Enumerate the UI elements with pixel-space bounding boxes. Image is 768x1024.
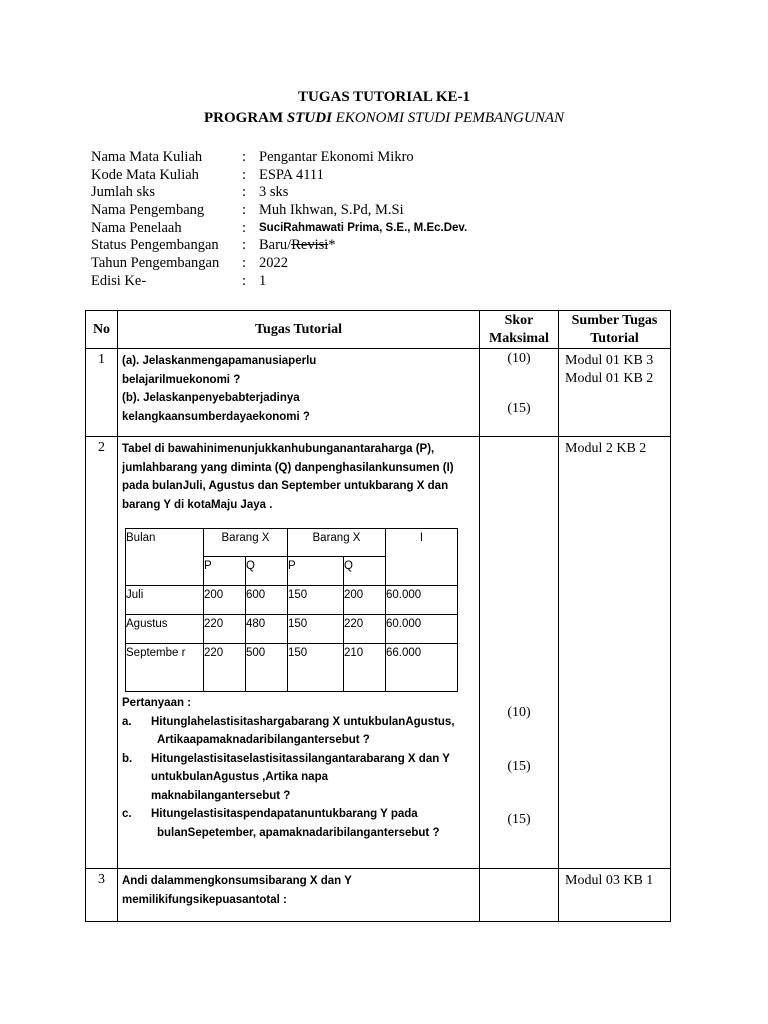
table-row — [86, 349, 671, 437]
score-value: (10) — [507, 705, 531, 720]
status-asterisk: * — [328, 237, 336, 254]
cell-i: 60.000 — [386, 586, 458, 615]
cell-i: 60.000 — [386, 615, 458, 644]
row-number: 2 — [86, 437, 118, 869]
score-value: (15) — [507, 812, 531, 827]
info-colon: : — [242, 255, 247, 272]
question-text: belajarilmuekonomi ? — [122, 373, 241, 386]
source-text: Modul 01 KB 2 — [565, 371, 654, 386]
inner-header-p: P — [204, 557, 246, 586]
info-label: Kode Mata Kuliah — [91, 166, 199, 183]
question-text: untukbulanAgustus ,Artika napa — [151, 771, 328, 783]
inner-header-q: Q — [344, 557, 386, 586]
info-row — [91, 167, 467, 185]
inner-header-bulan: Bulan — [126, 529, 204, 586]
source-text: Modul 2 KB 2 — [565, 441, 647, 456]
header-tugas: Tugas Tutorial — [118, 311, 480, 349]
cell-bulan: Septembe r — [126, 644, 204, 692]
info-row — [91, 220, 467, 238]
cell-bulan: Juli — [126, 586, 204, 615]
header-skor: Skor Maksimal — [480, 311, 559, 349]
cell-py: 150 — [288, 644, 344, 692]
score-cell — [480, 349, 559, 437]
question-text: memilikifungsikepuasantotal : — [122, 893, 287, 906]
question-text: bulanSepetember, apamaknadaribilangantersebut ? — [157, 826, 440, 839]
score-cell — [480, 437, 559, 869]
source-text: Modul 03 KB 1 — [565, 873, 654, 888]
inner-header-p: P — [288, 557, 344, 586]
table-header-row — [86, 311, 671, 349]
cell-py: 150 — [288, 586, 344, 615]
info-value: 1 — [259, 272, 267, 289]
info-row — [91, 149, 467, 167]
question-list — [122, 713, 475, 843]
cell-qx: 500 — [246, 644, 288, 692]
info-value: 3 sks — [259, 184, 289, 201]
info-colon: : — [242, 202, 247, 219]
row-number: 1 — [86, 349, 118, 437]
info-row — [91, 273, 467, 291]
info-value: 2022 — [259, 255, 288, 272]
question-text: (a). Jelaskanmengapamanusiaperlu — [122, 355, 317, 367]
info-colon: : — [242, 237, 247, 254]
inner-row — [126, 644, 458, 692]
pertanyaan-label: Pertanyaan : — [122, 697, 192, 709]
table-row — [86, 437, 671, 869]
info-colon: : — [242, 184, 247, 201]
info-value — [259, 237, 336, 255]
program-title — [0, 110, 768, 127]
inner-header-i: I — [386, 529, 458, 586]
score-value: (15) — [507, 401, 531, 416]
question-text: maknabilangantersebut ? — [151, 789, 291, 802]
header-sumber: Sumber Tugas Tutorial — [559, 311, 671, 349]
cell-px: 200 — [204, 586, 246, 615]
info-colon: : — [242, 272, 247, 289]
header-no: No — [86, 311, 118, 349]
inner-row — [126, 615, 458, 644]
score-cell — [480, 869, 559, 922]
info-colon: : — [242, 219, 247, 236]
question-text: Hitungelastisitaselastisitassilangantarabarang X dan Y — [151, 752, 450, 765]
info-value: ESPA 4111 — [259, 166, 324, 183]
question-text: Hitunglahelastisitashargabarang X untukbulanAgustus, — [151, 715, 455, 728]
cell-py: 150 — [288, 615, 344, 644]
program-name: EKONOMI STUDI PEMBANGUNAN — [331, 110, 564, 126]
info-row — [91, 202, 467, 220]
question-text: Artikaapamaknadaribilangantersebut ? — [157, 734, 370, 746]
cell-qx: 600 — [246, 586, 288, 615]
info-label: Status Pengembangan — [91, 237, 219, 254]
cell-qx: 480 — [246, 615, 288, 644]
cell-px: 220 — [204, 644, 246, 692]
source-cell — [559, 349, 671, 437]
status-revisi: Revisi — [291, 237, 329, 254]
cell-px: 220 — [204, 615, 246, 644]
status-baru: Baru/ — [259, 237, 292, 254]
inner-header-row — [126, 529, 458, 557]
inner-row — [126, 586, 458, 615]
question-text: Hitungelastisitaspendapatanuntukbarang Y pada — [151, 808, 418, 820]
question-item — [122, 750, 475, 806]
document-title: TUGAS TUTORIAL KE-1 — [298, 89, 470, 105]
inner-header-q: Q — [246, 557, 288, 586]
info-label: Nama Mata Kuliah — [91, 149, 203, 165]
cell-bulan: Agustus — [126, 615, 204, 644]
info-row — [91, 237, 467, 255]
cell-i: 66.000 — [386, 644, 458, 692]
info-label: Nama Pengembang — [91, 202, 205, 219]
question-intro: Tabel di bawahinimenunjukkanhubunganantaraharga (P), jumlahbarang yang diminta (Q) danpenghasilankunsumen (I) pada bulanJuli, Agustus dan September untukbarang X dan barang Y di kotaMaju Jaya . — [122, 443, 454, 511]
cell-qy: 210 — [344, 644, 386, 692]
cell-qy: 220 — [344, 615, 386, 644]
info-value: Muh Ikhwan, S.Pd, M.Si — [259, 202, 404, 219]
inner-header-barang-y: Barang X — [288, 529, 386, 557]
inner-header-barang-x: Barang X — [204, 529, 288, 557]
program-label: PROGRAM — [204, 110, 287, 126]
tugas-table — [85, 310, 671, 922]
question-marker: b. — [122, 752, 133, 765]
info-value: Pengantar Ekonomi Mikro — [259, 149, 414, 165]
question-marker: a. — [122, 715, 132, 728]
table-row — [86, 869, 671, 922]
price-quantity-table — [125, 528, 458, 692]
studi-label: STUDI — [286, 110, 332, 126]
info-colon: : — [242, 166, 247, 183]
task-cell — [118, 349, 480, 437]
question-text: Andi dalammengkonsumsibarang X dan Y — [122, 875, 352, 887]
info-label: Tahun Pengembangan — [91, 255, 220, 272]
task-cell — [118, 437, 480, 869]
course-info — [91, 149, 467, 291]
info-value: SuciRahmawati Prima, S.E., M.Ec.Dev. — [259, 221, 468, 234]
info-label: Edisi Ke- — [91, 272, 147, 289]
info-colon: : — [242, 149, 247, 165]
task-cell — [118, 869, 480, 922]
info-label: Nama Penelaah — [91, 219, 182, 236]
score-value: (10) — [507, 351, 531, 366]
score-value: (15) — [507, 759, 531, 774]
question-item — [122, 713, 475, 750]
question-item — [122, 805, 475, 842]
source-text: Modul 01 KB 3 — [565, 353, 654, 368]
source-cell — [559, 869, 671, 922]
question-text: kelangkaansumberdayaekonomi ? — [122, 410, 310, 423]
source-cell — [559, 437, 671, 869]
info-row — [91, 184, 467, 202]
question-text: (b). Jelaskanpenyebabterjadinya — [122, 392, 300, 404]
row-number: 3 — [86, 869, 118, 922]
cell-qy: 200 — [344, 586, 386, 615]
question-marker: c. — [122, 808, 132, 820]
info-row — [91, 255, 467, 273]
info-label: Jumlah sks — [91, 184, 156, 201]
